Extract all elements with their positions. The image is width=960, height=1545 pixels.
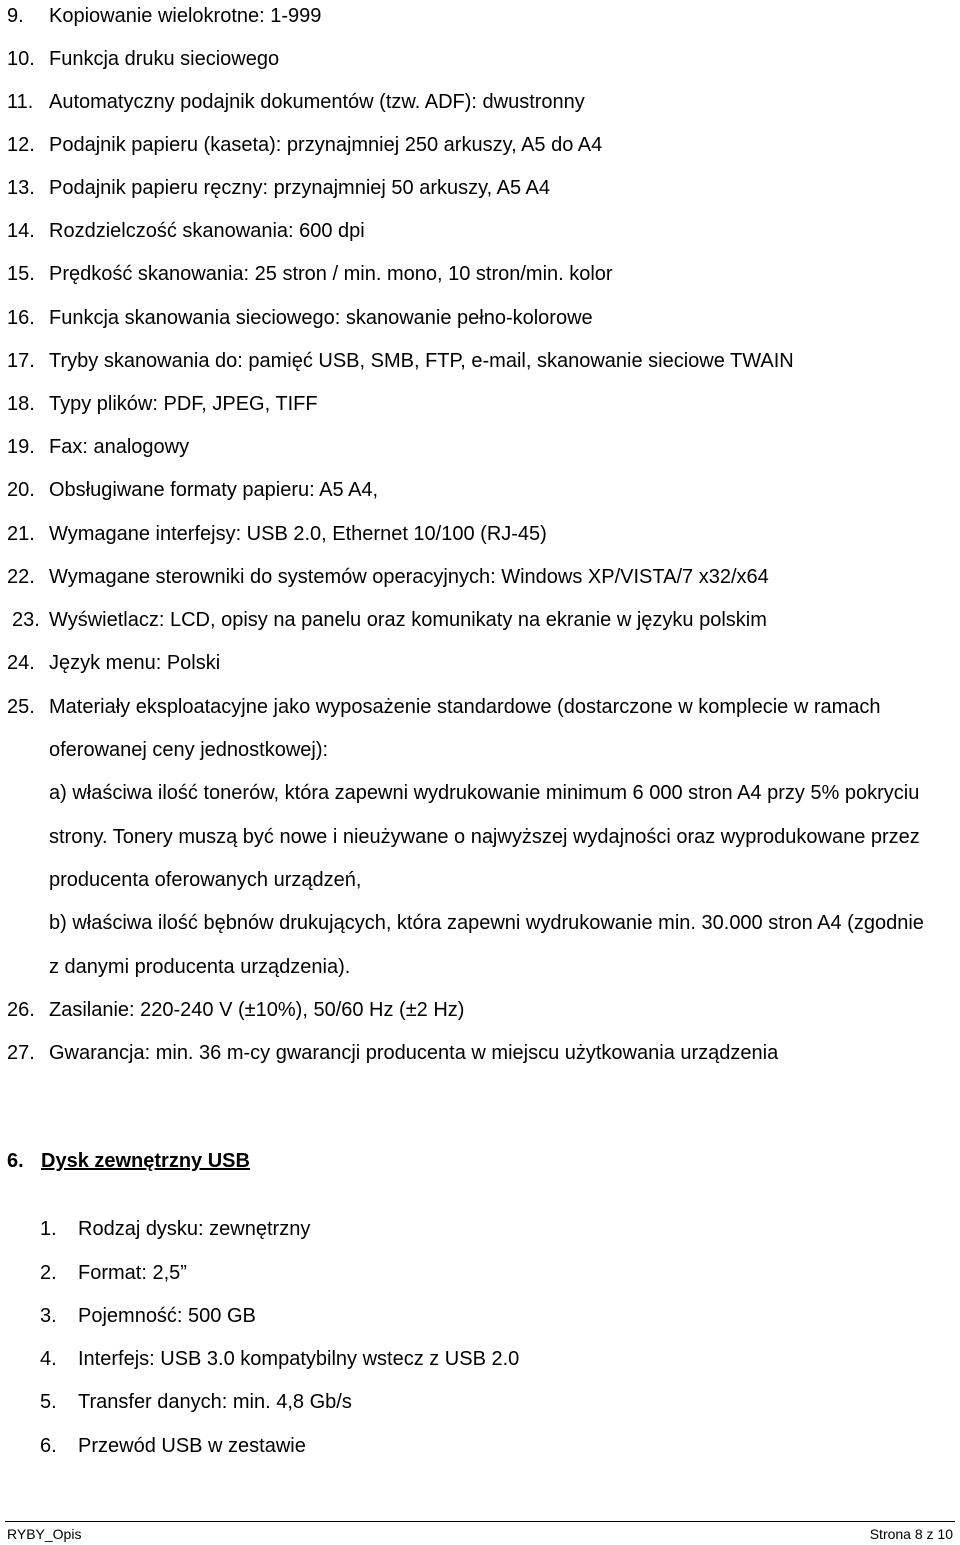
footer-divider [5, 1521, 955, 1522]
footer-page-number: Strona 8 z 10 [869, 1526, 953, 1542]
footer-document-name: RYBY_Opis [7, 1526, 82, 1542]
document-page: 9. Kopiowanie wielokrotne: 1-999 10. Funkcja druku sieciowego 11. Automatyczny podajnik dokumentów (tzw. ADF): dwustronny 12. Podajnik papieru (kaseta): przynajmniej 250 arkuszy, A5 do A4 13. Podajnik papieru ręczny: przynajmniej 50 arkuszy, A5 A4 14. Rozdzielczość skanowania: 600 dpi 15. Prędkość skanowania: 25 stron / min. mono, 10 stron/min. kolor 16. Funkcja skanowania sieciowego: skanowanie pełno-kolorowe 17. Tryby skanowania do: pamięć USB, SMB, FTP, e-mail, skanowanie sieciowe TWAIN 18. Typy plików: PDF, JPEG, TIFF 19. Fax: analogowy 20. Obsługiwane formaty papieru: A5 A4, 21. Wymagane interfejsy: USB 2.0, Ethernet 10/100 (RJ-45) 22. Wymagane sterowniki do systemów operacyjnych: Windows XP/VISTA/7 x32/x64 23. Wyświetlacz: LCD, opisy na panelu oraz komunikaty na ekranie w języku polskim 24. Język menu: Polski 25. Materiały eksploatacyjne jako wyposażenie standardowe (dostarczone w komplecie w ramach oferowanej ceny jednostkowej): a) właściwa ilość tonerów, która zapewni wydrukowanie minimum 6 000 stron A4 przy 5% pokryciu strony. Tonery muszą być nowe i nieużywane o najwyższej wydajności oraz wyprodukowane przez producenta oferowanych urządzeń, b) właściwa ilość bębnów drukujących, która zapewni wydrukowanie min. 30.000 stron A4 (zgodnie z danymi producenta urządzenia). 26. Zasilanie: 220-240 V (±10%), 50/60 Hz (±2 Hz) 27. Gwarancja: min. 36 m-cy gwarancji producenta w miejscu użytkowania urządzenia 6. Dysk zewnętrzny USB 1. Rodzaj dysku: zewnętrzny 2. Format: 2,5” 3. Pojemność: 500 GB 4. Interfejs: USB 3.0 kompatybilny wstecz z USB 2.0 5. Transfer danych: min. 4,8 Gb/s 6. Przewód USB w zestawie RYBY_Opis Strona 8 z 10 [7, 5, 953, 1542]
